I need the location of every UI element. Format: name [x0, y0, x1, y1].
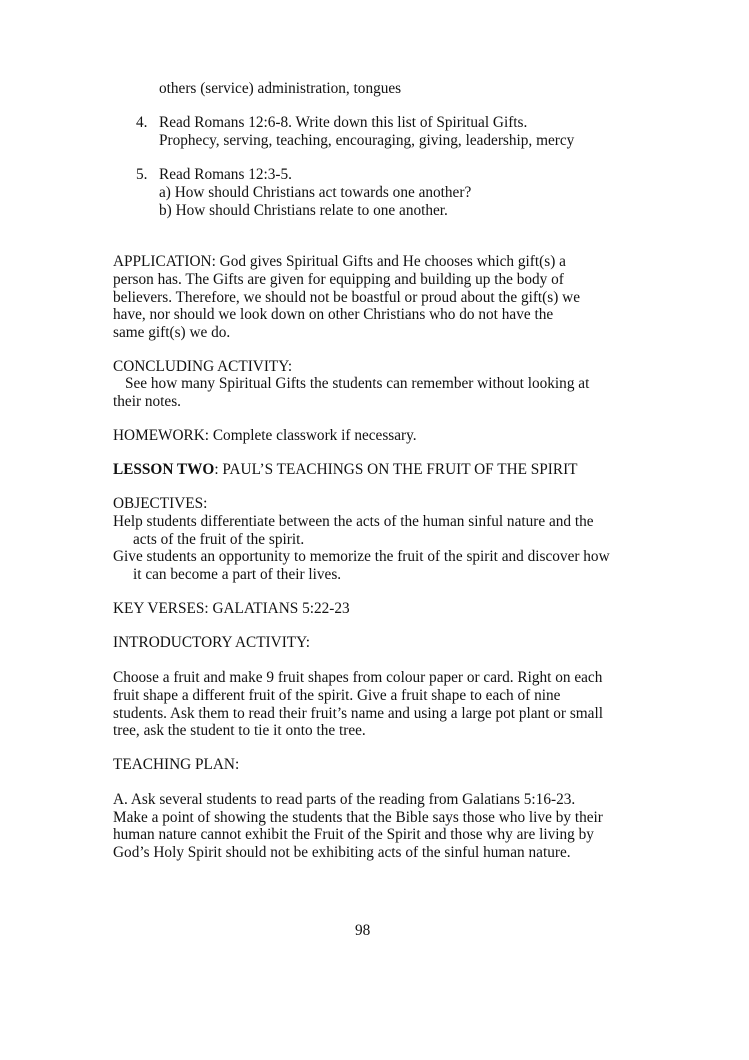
homework-line: HOMEWORK: Complete classwork if necessary.: [113, 427, 417, 444]
key-verses: KEY VERSES: GALATIANS 5:22-23: [113, 600, 350, 617]
concluding-heading: CONCLUDING ACTIVITY:: [113, 358, 293, 375]
objective-1-line-2: acts of the fruit of the spirit.: [133, 531, 305, 548]
lesson-heading: [113, 461, 578, 479]
page-number: 98: [355, 922, 371, 939]
concluding-line-2: their notes.: [113, 393, 181, 410]
list-item-5-number: 5.: [136, 166, 148, 183]
list-item-4-number: 4.: [136, 114, 148, 131]
application-line-3: believers. Therefore, we should not be boastful or proud about the gift(s) we: [113, 289, 580, 306]
list-item-4-line-1: Read Romans 12:6-8. Write down this list of Spiritual Gifts.: [159, 114, 528, 131]
concluding-line-1: See how many Spiritual Gifts the students can remember without looking at: [125, 375, 590, 392]
application-line-4: have, nor should we look down on other Christians who do not have the: [113, 306, 554, 323]
continuation-line: others (service) administration, tongues: [159, 80, 402, 97]
introductory-heading: INTRODUCTORY ACTIVITY:: [113, 634, 311, 651]
teaching-line-3: human nature cannot exhibit the Fruit of the Spirit and those why are living by: [113, 826, 594, 843]
introductory-line-4: tree, ask the student to tie it onto the tree.: [113, 722, 366, 739]
lesson-label: LESSON TWO: [113, 461, 215, 478]
teaching-line-1: A. Ask several students to read parts of the reading from Galatians 5:16-23.: [113, 791, 576, 808]
objective-1-line-1: Help students differentiate between the acts of the human sinful nature and the: [113, 513, 594, 530]
lesson-title: : PAUL’S TEACHINGS ON THE FRUIT OF THE SPIRIT: [214, 461, 578, 478]
list-item-5-line-1: Read Romans 12:3-5.: [159, 166, 292, 183]
list-item-5-sub-b: b) How should Christians relate to one another.: [159, 202, 448, 219]
application-line-1: APPLICATION: God gives Spiritual Gifts and He chooses which gift(s) a: [113, 253, 566, 270]
introductory-line-2: fruit shape a different fruit of the spirit. Give a fruit shape to each of nine: [113, 687, 561, 704]
application-line-5: same gift(s) we do.: [113, 324, 231, 341]
introductory-line-3: students. Ask them to read their fruit’s name and using a large pot plant or small: [113, 705, 603, 722]
application-line-2: person has. The Gifts are given for equipping and building up the body of: [113, 271, 564, 288]
teaching-line-4: God’s Holy Spirit should not be exhibiting acts of the sinful human nature.: [113, 844, 571, 861]
list-item-4-line-2: Prophecy, serving, teaching, encouraging, giving, leadership, mercy: [159, 132, 575, 149]
teaching-heading: TEACHING PLAN:: [113, 756, 240, 773]
teaching-line-2: Make a point of showing the students that the Bible says those who live by their: [113, 809, 603, 826]
introductory-line-1: Choose a fruit and make 9 fruit shapes from colour paper or card. Right on each: [113, 669, 603, 686]
objective-2-line-2: it can become a part of their lives.: [133, 566, 342, 583]
list-item-5-sub-a: a) How should Christians act towards one another?: [159, 184, 472, 201]
objective-2-line-1: Give students an opportunity to memorize the fruit of the spirit and discover how: [113, 548, 610, 565]
objectives-heading: OBJECTIVES:: [113, 495, 208, 512]
